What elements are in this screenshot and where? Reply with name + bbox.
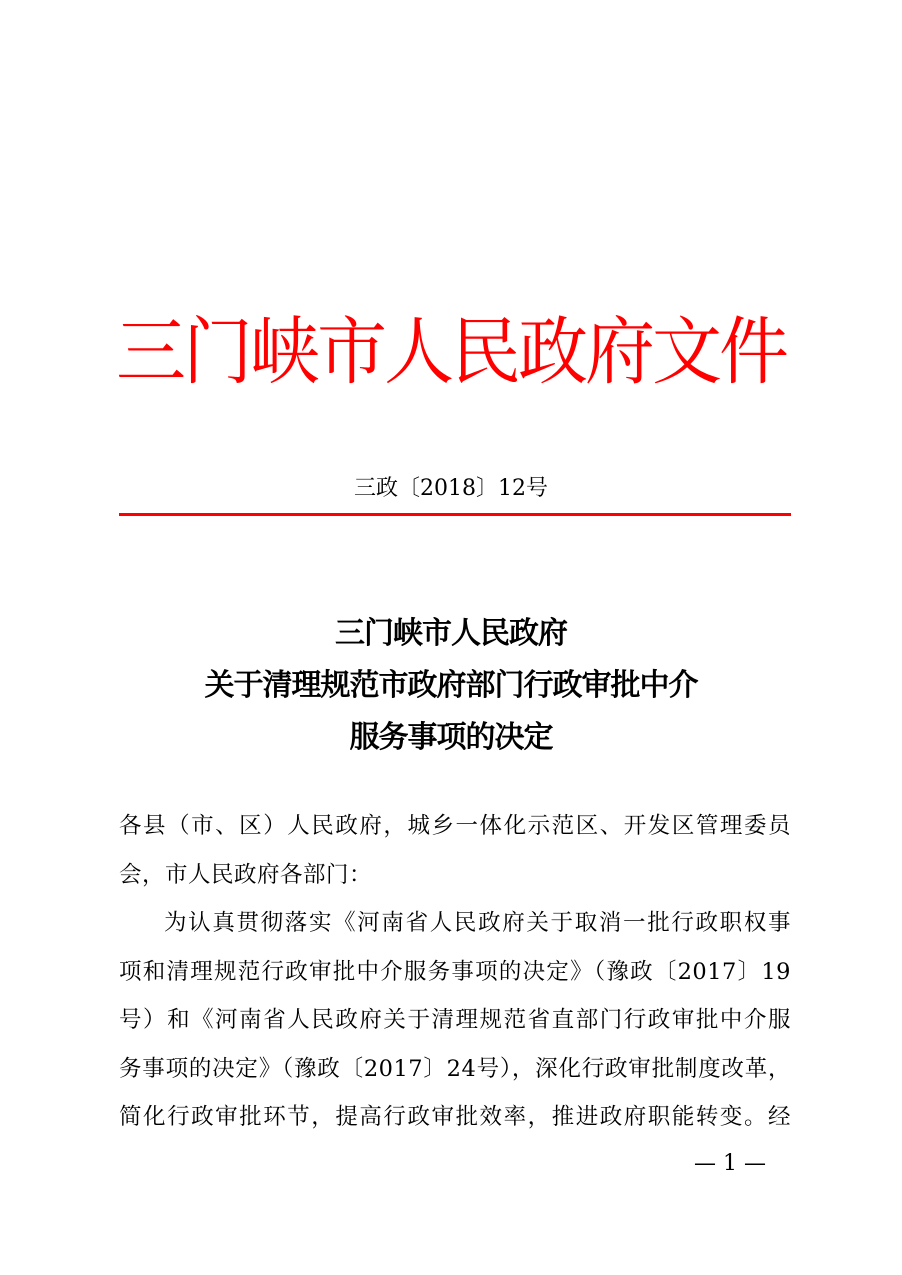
- salutation-line-1: 各县（市、区）人民政府，城乡一体化示范区、开发区管理委员: [119, 813, 791, 839]
- document-title: [0, 608, 902, 764]
- title-line-2: 关于清理规范市政府部门行政审批中介: [204, 668, 698, 703]
- masthead-title: 三门峡市人民政府文件: [116, 308, 786, 396]
- paragraph-line-1: 为认真贯彻落实《河南省人民政府关于取消一批行政职权事: [164, 910, 791, 936]
- title-line-3: 服务事项的决定: [349, 720, 553, 755]
- paragraph-line-4: 务事项的决定》（豫政〔2017〕24号），深化行政审批制度改革，: [119, 1055, 791, 1082]
- document-body: [119, 802, 791, 1142]
- paragraph-line-2: 项和清理规范行政审批中介服务事项的决定》（豫政〔2017〕19: [119, 958, 791, 985]
- red-separator-rule: [119, 513, 791, 516]
- document-number: 三政〔2018〕12号: [354, 476, 548, 501]
- paragraph-line-3: 号）和《河南省人民政府关于清理规范省直部门行政审批中介服: [119, 1007, 791, 1033]
- page-number: — 1 —: [694, 1151, 766, 1176]
- salutation-line-2: 会，市人民政府各部门：: [119, 861, 373, 888]
- paragraph-line-5: 简化行政审批环节，提高行政审批效率，推进政府职能转变。经: [119, 1104, 791, 1130]
- title-line-1: 三门峡市人民政府: [335, 616, 567, 651]
